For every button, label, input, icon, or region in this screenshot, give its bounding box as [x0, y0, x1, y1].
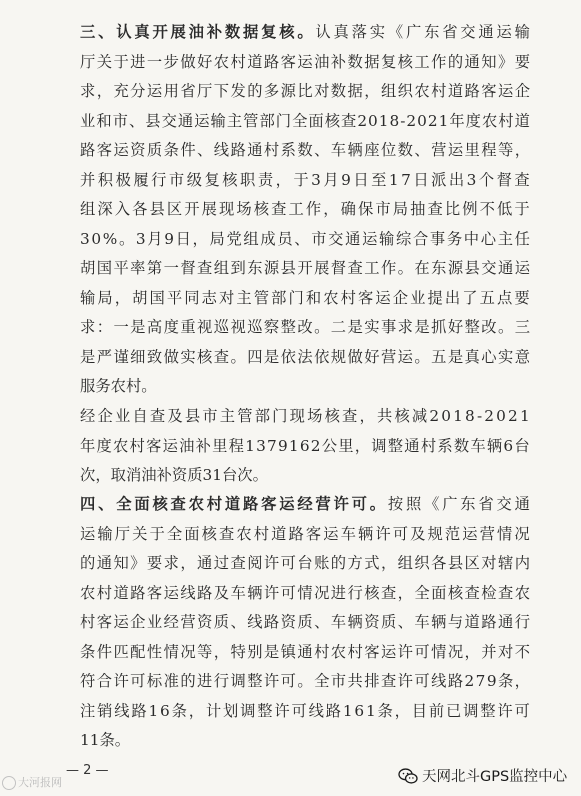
text-line: 运 输 厅 关 于 全 面 核 查 农 村 道 路 客 运 车 辆 许 可 及 规 范 运 营 情 况: [80, 524, 530, 543]
daheba-logo-icon: [2, 776, 16, 790]
text-line: 输 局 ， 胡 国 平 同 志 对 主 管 部 门 和 农 村 客 运 企 业 提 出 了 五 点 要: [80, 288, 530, 307]
section-oil-subsidy-review: [80, 18, 530, 402]
text-line: 经 企 业 自 查 及 县 市 主 管 部 门 现 场 核 查 ， 共 核 减 2 0 1 8 - 2 0 2 1: [80, 407, 530, 425]
text-line: 厅 关 于 进 一 步 做 好 农 村 道 路 客 运 油 补 数 据 复 核 工 作 的 通 知 》 要: [80, 52, 530, 71]
wechat-account-name: 天网北斗GPS监控中心: [422, 769, 568, 785]
text-line: 路 客 运 资 质 条 件 、 线 路 通 村 系 数 、 车 辆 座 位 数 、 营 运 里 程 等 ，: [80, 141, 530, 159]
text-line: 服 务 农 村 。: [80, 377, 157, 395]
wechat-icon: [398, 767, 418, 785]
text-line: 求 ， 充 分 运 用 省 厅 下 发 的 多 源 比 对 数 据 ， 组 织 农 村 道 路 客 运 企: [80, 82, 530, 100]
text-line: 是 严 谨 细 致 做 实 核 查 。 四 是 依 法 依 规 做 好 营 运 。 五 是 真 心 实 意: [80, 347, 530, 366]
section-review-results: [80, 402, 530, 491]
text-line: 农 村 道 路 客 运 线 路 及 车 辆 许 可 情 况 进 行 核 查 ， 全 面 核 查 检 查 农: [80, 583, 530, 602]
section-license-verification: [80, 490, 530, 756]
source-watermark: [2, 774, 62, 790]
page-number: — 2 —: [66, 763, 109, 778]
text-line: 三 、 认 真 开 展 油 补 数 据 复 核 。 认 真 落 实 《 广 东 省 交 通 运 输: [80, 23, 530, 41]
text-line: 四 、 全 面 核 查 农 村 道 路 客 运 经 营 许 可 。 按 照 《 广 东 省 交 通: [80, 495, 530, 513]
wechat-account-watermark: [398, 765, 567, 786]
text-line: 条 件 匹 配 性 情 况 等 ， 特 别 是 镇 通 村 农 村 客 运 许 可 情 况 ， 并 对 不: [80, 642, 530, 661]
text-line: 符 合 许 可 标 准 的 进 行 调 整 许 可 。 全 市 共 排 查 许 可 线 路 2 7 9 条 ，: [80, 672, 530, 690]
text-line: 注 销 线 路 1 6 条 ， 计 划 调 整 许 可 线 路 1 6 1 条 ， 目 前 已 调 整 许 可: [80, 701, 530, 720]
text-line: 业 和 市 、 县 交 通 运 输 主 管 部 门 全 面 核 查 2 0 1 8 - 2 0 2 1 年 度 农 村 道: [80, 111, 530, 130]
text-line: 1 1 条 。: [80, 731, 131, 749]
source-watermark-text: 大河报网: [18, 776, 62, 789]
text-line: 求 ： 一 是 高 度 重 视 巡 视 巡 察 整 改 。 二 是 实 事 求 是 抓 好 整 改 。 三: [80, 318, 530, 336]
text-line: 3 0 % 。 3 月 9 日 ， 局 党 组 成 员 、 市 交 通 运 输 综 合 事 务 中 心 主 任: [80, 229, 530, 248]
text-line: 年 度 农 村 客 运 油 补 里 程 1 3 7 9 1 6 2 公 里 ， 调 整 通 村 系 数 车 辆 6 台: [80, 436, 530, 455]
text-line: 村 客 运 企 业 经 营 资 质 、 线 路 资 质 、 车 辆 资 质 、 车 辆 与 道 路 通 行: [80, 613, 530, 631]
text-line: 组 深 入 各 县 区 开 展 现 场 核 查 工 作 ， 确 保 市 局 抽 查 比 例 不 低 于: [80, 200, 530, 218]
text-line: 胡 国 平 率 第 一 督 查 组 到 东 源 县 开 展 督 查 工 作 。 在 东 源 县 交 通 运: [80, 259, 530, 277]
text-line: 的 通 知 》 要 求 ， 通 过 查 阅 许 可 台 账 的 方 式 ， 组 织 各 县 区 对 辖 内: [80, 554, 530, 572]
text-line: 次 ， 取 消 油 补 资 质 3 1 台 次 。: [80, 466, 268, 484]
text-line: 并 积 极 履 行 市 级 复 核 职 责 ， 于 3 月 9 日 至 1 7 日 派 出 3 个 督 查: [80, 170, 530, 189]
